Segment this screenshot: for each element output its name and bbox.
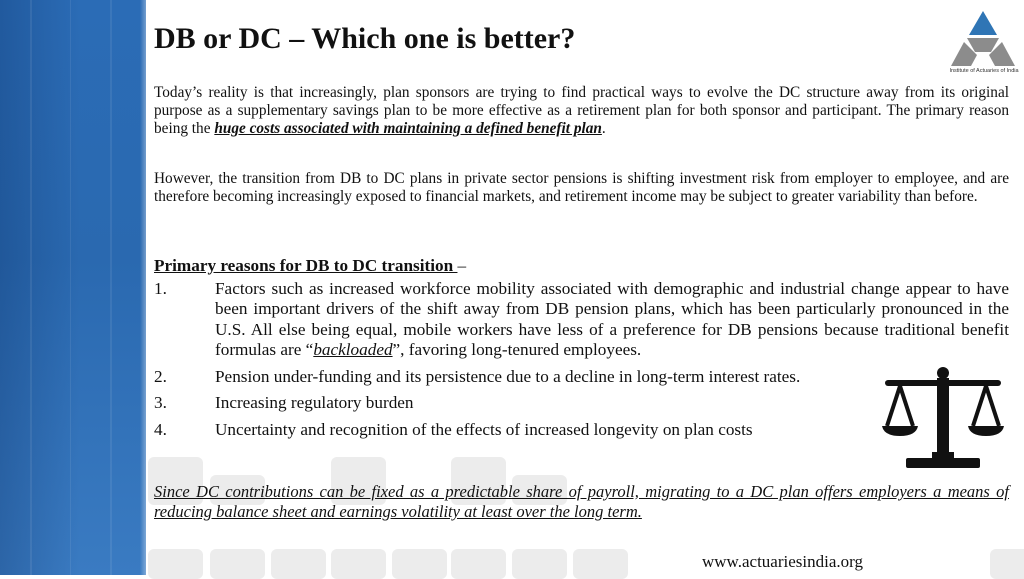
reason-number: 3. <box>154 393 167 412</box>
intro-emphasis: huge costs associated with maintaining a defined benefit plan <box>214 120 602 137</box>
logo-caption: Institute of Actuaries of India <box>949 68 1019 74</box>
reasons-heading-dash: – <box>457 256 467 275</box>
reason-text: Pension under-funding and its persistence due to a decline in long-term interest rates. <box>215 366 801 386</box>
intro-text: Today’s reality is that increasingly, plan sponsors are trying to find practical ways to evolve the DC structure away from its original purpose as a supplementary savings plan to be more effective as a retirement plan for both sponsor and participant. The primary reason being the <box>154 84 1009 137</box>
reason-number: 1. <box>154 278 167 298</box>
website-footer[interactable]: www.actuariesindia.org <box>702 552 863 571</box>
transition-paragraph: However, the transition from DB to DC plans in private sector pensions is shifting investment risk from employer to employee, and are therefore becoming increasingly exposed to financial markets, and retirement income may be subject to greater variability than before. <box>154 170 1009 205</box>
reason-text: Increasing regulatory burden <box>215 393 414 412</box>
left-decorative-band <box>0 0 146 575</box>
intro-end: . <box>601 120 606 137</box>
reason-number: 4. <box>154 419 167 439</box>
reasons-heading <box>154 256 1009 277</box>
reason-text-end: ”, favoring long-tenured employees. <box>392 340 642 359</box>
reason-text: Uncertainty and recognition of the effects of increased longevity on plan costs <box>215 419 753 439</box>
intro-paragraph <box>154 84 1009 138</box>
closing-statement: Since DC contributions can be fixed as a predictable share of payroll, migrating to a DC plan offers employers a means of reducing balance sheet and earnings volatility at least over the long term. <box>154 482 1009 521</box>
reason-text: Factors such as increased workforce mobility associated with demographic and industrial change appear to have been important drivers of the shift away from DB pension plans, which has been particularly pronounced in the U.S. All else being equal, mobile workers have less of a preference for DB pensions because traditional benefit formulas are “ <box>215 278 1009 359</box>
reason-emphasis: backloaded <box>313 340 393 359</box>
slide-title: DB or DC – Which one is better? <box>154 22 576 55</box>
reasons-heading-text: Primary reasons for DB to DC transition <box>154 256 458 275</box>
reason-item-1 <box>154 279 1009 361</box>
scales-of-justice-icon <box>880 366 1006 470</box>
reason-number: 2. <box>154 366 167 386</box>
